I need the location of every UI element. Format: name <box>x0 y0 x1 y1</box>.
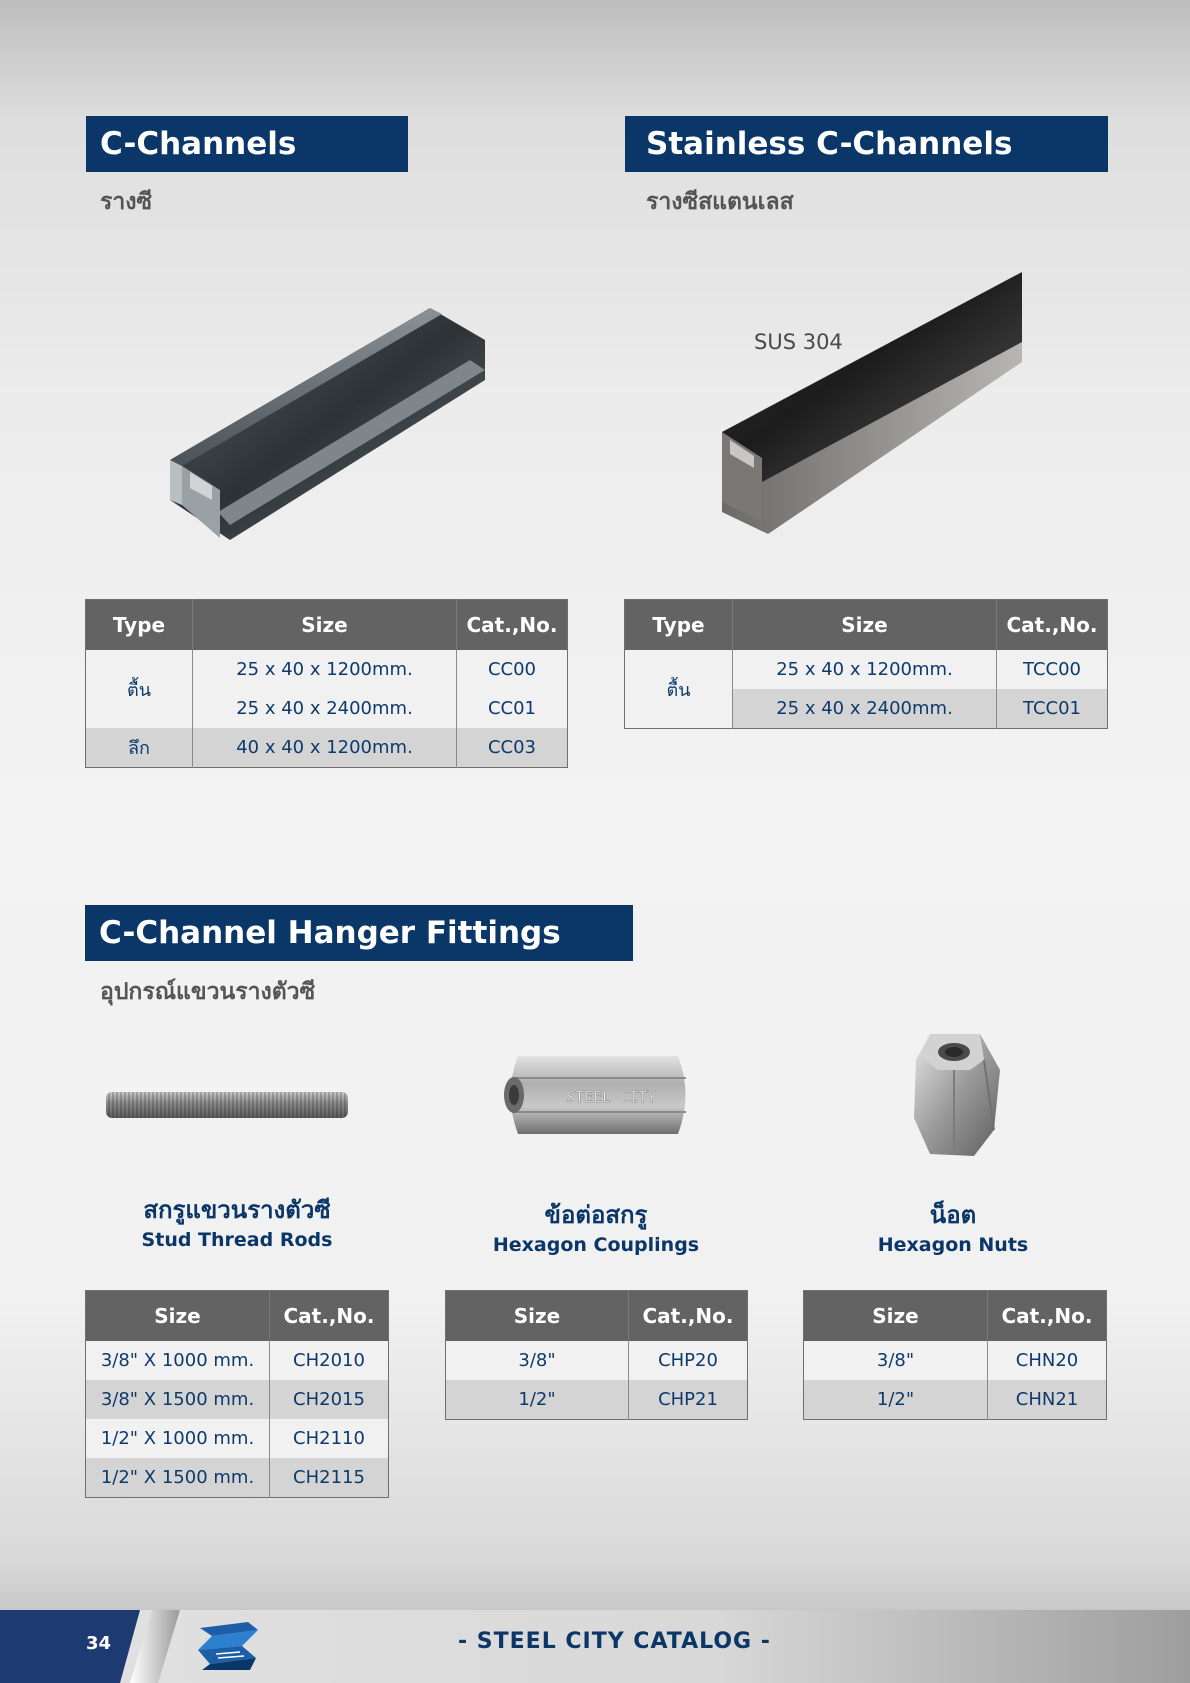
stud-thread-rods-name-en: Stud Thread Rods <box>141 1229 333 1251</box>
table-header-row <box>625 600 1108 651</box>
stud-thread-rods-name-th: สกรูแขวนรางตัวซี <box>143 1196 331 1224</box>
header-size: Size <box>86 1291 270 1342</box>
hanger-fittings-title: C-Channel Hanger Fittings <box>85 905 633 961</box>
hexagon-nut-image <box>910 1030 1000 1158</box>
hexagon-coupling-image <box>500 1046 695 1142</box>
stainless-c-channels-subtitle: รางซีสแตนเลส <box>646 189 794 215</box>
c-channel-image <box>160 300 490 550</box>
c-channels-title: C-Channels <box>86 116 408 172</box>
type-cell: ตื้น <box>625 650 733 729</box>
stainless-c-channel-image <box>718 272 1023 534</box>
table-row <box>446 1380 748 1420</box>
stainless-c-channels-title: Stainless C-Channels <box>625 116 1108 172</box>
cat-cell: TCC00 <box>997 650 1108 689</box>
steel-city-logo-icon <box>192 1620 262 1672</box>
size-cell: 1/2" X 1000 mm. <box>86 1419 270 1458</box>
size-cell: 3/8" X 1000 mm. <box>86 1341 270 1380</box>
size-cell: 1/2" X 1500 mm. <box>86 1458 270 1498</box>
table-header-row <box>804 1291 1107 1342</box>
cat-cell: CHN21 <box>988 1380 1107 1420</box>
header-size: Size <box>804 1291 988 1342</box>
cat-cell: CH2010 <box>270 1341 389 1380</box>
header-cat-no: Cat.,No. <box>457 600 568 651</box>
size-cell: 3/8" X 1500 mm. <box>86 1380 270 1419</box>
cat-cell: CH2015 <box>270 1380 389 1419</box>
cat-cell: CHN20 <box>988 1341 1107 1380</box>
hexagon-couplings-name-en: Hexagon Couplings <box>492 1234 700 1256</box>
cat-cell: CHP21 <box>629 1380 748 1420</box>
header-cat-no: Cat.,No. <box>988 1291 1107 1342</box>
table-row <box>86 650 568 689</box>
footer-stripe <box>130 1610 180 1683</box>
coupling-stamp: STEEL CITY <box>566 1088 657 1106</box>
table-row <box>86 1341 389 1380</box>
hexagon-nuts-name-en: Hexagon Nuts <box>877 1234 1029 1256</box>
header-type: Type <box>86 600 193 651</box>
size-cell: 25 x 40 x 1200mm. <box>193 650 457 689</box>
hexagon-couplings-table <box>445 1290 748 1420</box>
type-cell: ลึก <box>86 728 193 768</box>
hexagon-couplings-name-th: ข้อต่อสกรู <box>544 1201 648 1229</box>
header-size: Size <box>193 600 457 651</box>
type-cell: ตื้น <box>86 650 193 728</box>
size-cell: 25 x 40 x 2400mm. <box>733 689 997 729</box>
cat-cell: CH2115 <box>270 1458 389 1498</box>
hexagon-nuts-table <box>803 1290 1107 1420</box>
c-channels-table <box>85 599 568 768</box>
size-cell: 1/2" <box>446 1380 629 1420</box>
cat-cell: CC00 <box>457 650 568 689</box>
table-row <box>86 728 568 768</box>
cat-cell: CC01 <box>457 689 568 728</box>
cat-cell: CC03 <box>457 728 568 768</box>
material-label: SUS 304 <box>754 330 843 354</box>
cat-cell: CHP20 <box>629 1341 748 1380</box>
table-header-row <box>446 1291 748 1342</box>
stainless-c-channels-table <box>624 599 1108 729</box>
cat-cell: TCC01 <box>997 689 1108 729</box>
table-row <box>86 1458 389 1498</box>
table-header-row <box>86 1291 389 1342</box>
table-header-row <box>86 600 568 651</box>
page-number: 34 <box>86 1633 112 1654</box>
header-size: Size <box>446 1291 629 1342</box>
stud-thread-rods-table <box>85 1290 389 1498</box>
catalog-footer-text: - STEEL CITY CATALOG - <box>458 1629 771 1654</box>
stud-thread-rod-image <box>104 1088 350 1122</box>
size-cell: 25 x 40 x 2400mm. <box>193 689 457 728</box>
table-row <box>804 1341 1107 1380</box>
size-cell: 3/8" <box>804 1341 988 1380</box>
header-cat-no: Cat.,No. <box>997 600 1108 651</box>
header-type: Type <box>625 600 733 651</box>
header-cat-no: Cat.,No. <box>629 1291 748 1342</box>
page-footer <box>0 1610 1190 1683</box>
size-cell: 40 x 40 x 1200mm. <box>193 728 457 768</box>
table-row <box>804 1380 1107 1420</box>
table-row <box>86 1419 389 1458</box>
table-row <box>86 1380 389 1419</box>
table-row <box>625 650 1108 689</box>
header-cat-no: Cat.,No. <box>270 1291 389 1342</box>
cat-cell: CH2110 <box>270 1419 389 1458</box>
footer-navy-block <box>0 1610 140 1683</box>
size-cell: 1/2" <box>804 1380 988 1420</box>
hexagon-nuts-name-th: น็อต <box>929 1201 977 1229</box>
hanger-fittings-subtitle: อุปกรณ์แขวนรางตัวซี <box>100 979 316 1005</box>
size-cell: 25 x 40 x 1200mm. <box>733 650 997 689</box>
header-size: Size <box>733 600 997 651</box>
c-channels-subtitle: รางซี <box>100 189 153 215</box>
table-row <box>446 1341 748 1380</box>
size-cell: 3/8" <box>446 1341 629 1380</box>
